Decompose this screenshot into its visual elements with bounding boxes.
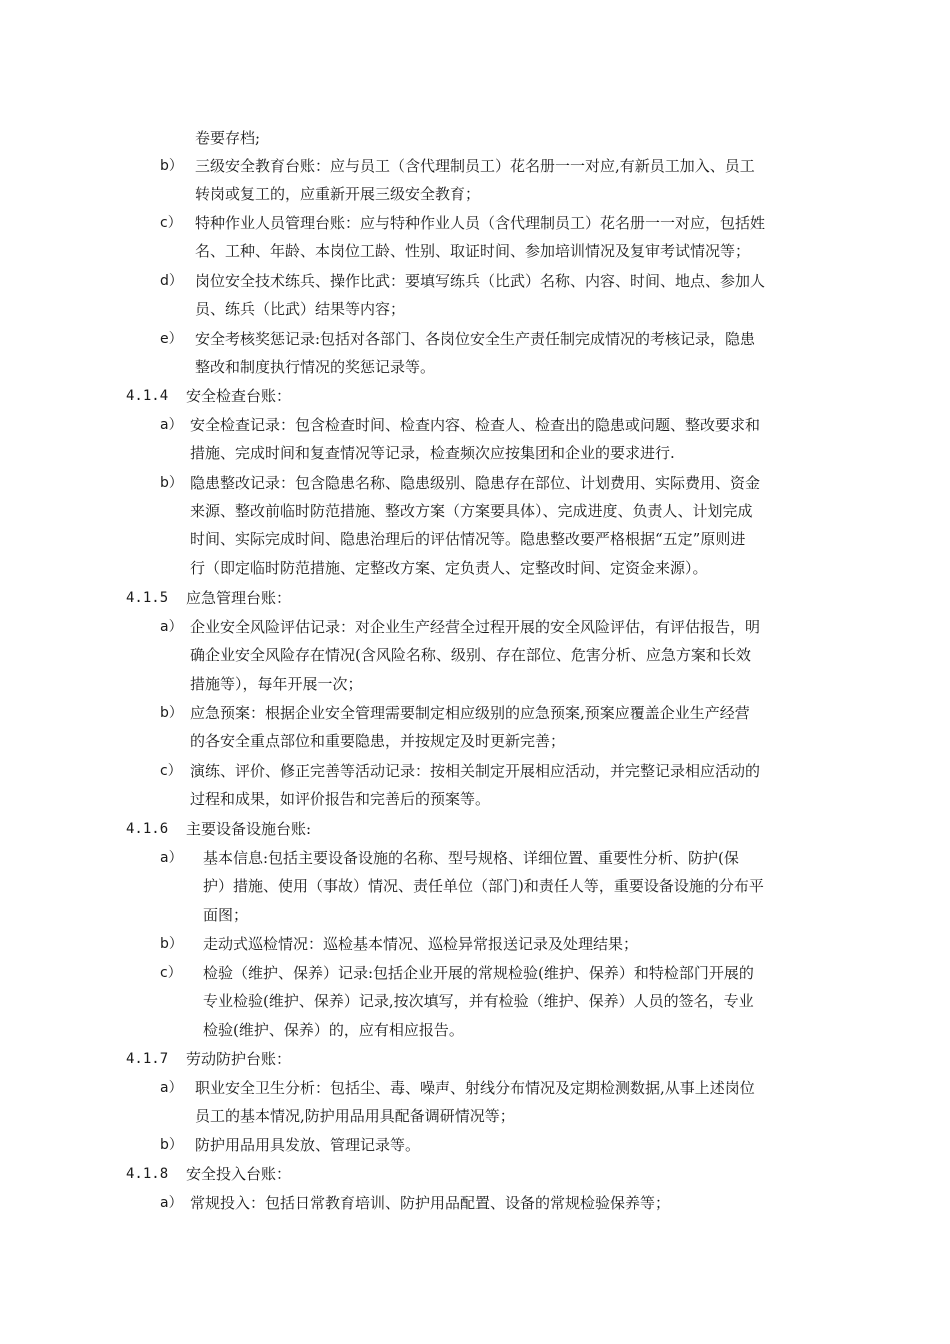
section-heading: 安全投入台账： bbox=[186, 1165, 292, 1183]
list-marker: a） bbox=[160, 1080, 183, 1096]
list-item-line: 确企业安全风险存在情况(含风险名称、级别、存在部位、危害分析、应急方案和长效 bbox=[190, 646, 751, 664]
section-number: 4.1.6 bbox=[126, 821, 169, 837]
list-item-line: 过程和成果，如评价报告和完善后的预案等。 bbox=[190, 790, 491, 808]
list-item-line: 三级安全教育台账：应与员工（含代理制员工）花名册一一对应,有新员工加入、员工 bbox=[195, 157, 755, 175]
list-item-line: 时间、实际完成时间、隐患治理后的评估情况等。隐患整改要严格根据“五定”原则进 bbox=[190, 530, 746, 548]
section-number: 4.1.5 bbox=[126, 590, 169, 606]
section-heading: 劳动防护台账： bbox=[186, 1050, 292, 1068]
list-item-line: 岗位安全技术练兵、操作比武：要填写练兵（比武）名称、内容、时间、地点、参加人 bbox=[195, 272, 766, 290]
list-item-line: 基本信息:包括主要设备设施的名称、型号规格、详细位置、重要性分析、防护(保 bbox=[203, 849, 739, 867]
list-item-line: 隐患整改记录：包含隐患名称、隐患级别、隐患存在部位、计划费用、实际费用、资金 bbox=[190, 474, 761, 492]
list-item-line: 措施、完成时间和复查情况等记录，检查频次应按集团和企业的要求进行. bbox=[190, 444, 675, 462]
list-item-line: 转岗或复工的，应重新开展三级安全教育； bbox=[195, 185, 481, 203]
section-number: 4.1.8 bbox=[126, 1166, 169, 1182]
list-item-line: 防护用品用具发放、管理记录等。 bbox=[195, 1136, 421, 1154]
list-item-line: 企业安全风险评估记录：对企业生产经营全过程开展的安全风险评估，有评估报告，明 bbox=[190, 618, 761, 636]
list-marker: c） bbox=[160, 763, 182, 779]
list-marker: b） bbox=[160, 1137, 183, 1153]
section-heading: 安全检查台账： bbox=[186, 387, 292, 405]
list-marker: e） bbox=[160, 331, 183, 347]
section-heading: 主要设备设施台账: bbox=[186, 820, 312, 838]
list-item-line: 员工的基本情况,防护用品用具配备调研情况等； bbox=[195, 1107, 515, 1125]
list-item-line: 面图； bbox=[203, 906, 249, 924]
list-item-line: 员、练兵（比武）结果等内容； bbox=[195, 300, 406, 318]
list-item-line: 专业检验(维护、保养）记录,按次填写，并有检验（维护、保养）人员的签名，专业 bbox=[203, 992, 754, 1010]
section-heading: 应急管理台账： bbox=[186, 589, 292, 607]
list-item-line: 行（即定临时防范措施、定整改方案、定负责人、定整改时间、定资金来源）。 bbox=[190, 559, 708, 577]
list-marker: b） bbox=[160, 936, 183, 952]
list-item-line: 常规投入：包括日常教育培训、防护用品配置、设备的常规检验保养等； bbox=[190, 1194, 671, 1212]
list-item-line: 走动式巡检情况：巡检基本情况、巡检异常报送记录及处理结果； bbox=[203, 935, 639, 953]
list-marker: a） bbox=[160, 850, 183, 866]
paragraph-line: 卷要存档; bbox=[195, 129, 261, 147]
list-item-line: 安全考核奖惩记录:包括对各部门、各岗位安全生产责任制完成情况的考核记录，隐患 bbox=[195, 330, 756, 348]
list-item-line: 演练、评价、修正完善等活动记录：按相关制定开展相应活动，并完整记录相应活动的 bbox=[190, 762, 761, 780]
list-marker: b） bbox=[160, 705, 183, 721]
list-item-line: 检验（维护、保养）记录:包括企业开展的常规检验(维护、保养）和特检部门开展的 bbox=[203, 964, 754, 982]
list-item-line: 安全检查记录：包含检查时间、检查内容、检查人、检查出的隐患或问题、整改要求和 bbox=[190, 416, 761, 434]
list-marker: c） bbox=[160, 965, 182, 981]
list-item-line: 措施等），每年开展一次； bbox=[190, 675, 363, 693]
list-item-line: 整改和制度执行情况的奖惩记录等。 bbox=[195, 358, 436, 376]
list-item-line: 特种作业人员管理台账：应与特种作业人员（含代理制员工）花名册一一对应，包括姓 bbox=[195, 214, 766, 232]
list-item-line: 护）措施、使用（事故）情况、责任单位（部门)和责任人等，重要设备设施的分布平 bbox=[203, 877, 764, 895]
list-marker: a） bbox=[160, 417, 183, 433]
list-item-line: 应急预案：根据企业安全管理需要制定相应级别的应急预案,预案应覆盖企业生产经营 bbox=[190, 704, 750, 722]
list-marker: b） bbox=[160, 475, 183, 491]
list-marker: a） bbox=[160, 619, 183, 635]
section-number: 4.1.4 bbox=[126, 388, 169, 404]
section-number: 4.1.7 bbox=[126, 1051, 169, 1067]
list-item-line: 职业安全卫生分析：包括尘、毒、噪声、射线分布情况及定期检测数据,从事上述岗位 bbox=[195, 1079, 755, 1097]
list-marker: b） bbox=[160, 158, 183, 174]
list-marker: d） bbox=[160, 273, 183, 289]
list-item-line: 的各安全重点部位和重要隐患，并按规定及时更新完善； bbox=[190, 732, 566, 750]
list-marker: a） bbox=[160, 1195, 183, 1211]
list-marker: c） bbox=[160, 215, 182, 231]
list-item-line: 名、工种、年龄、本岗位工龄、性别、取证时间、参加培训情况及复审考试情况等； bbox=[195, 242, 751, 260]
list-item-line: 检验(维护、保养）的，应有相应报告。 bbox=[203, 1021, 464, 1039]
list-item-line: 来源、整改前临时防范措施、整改方案（方案要具体）、完成进度、负责人、计划完成 bbox=[190, 502, 753, 520]
